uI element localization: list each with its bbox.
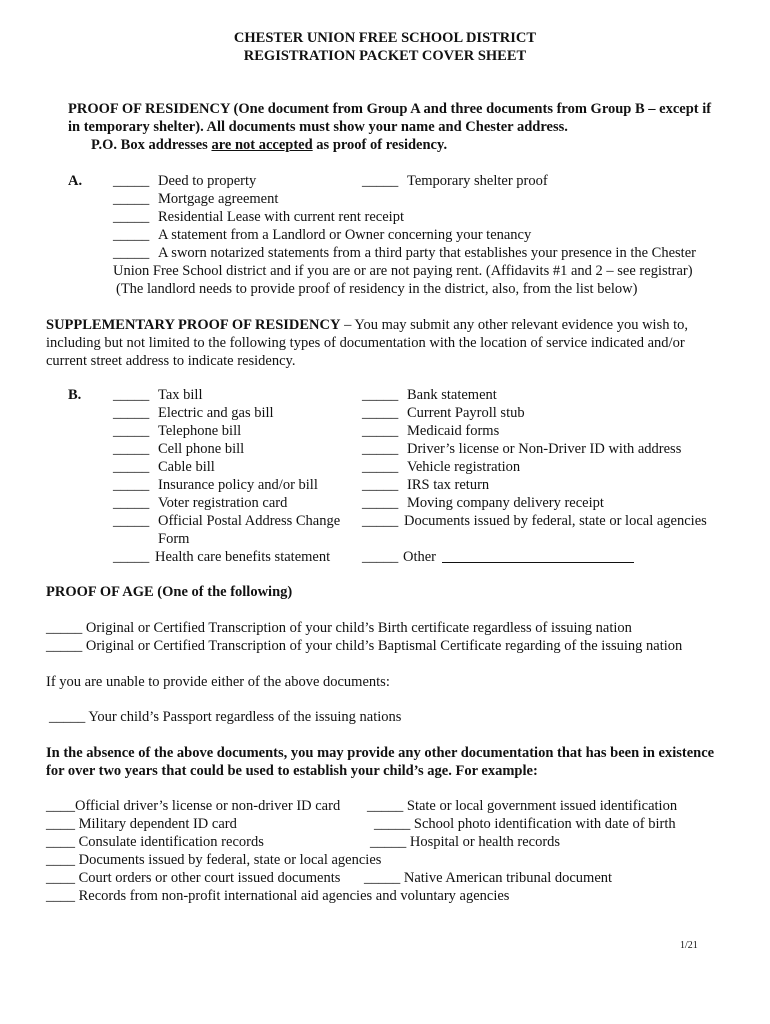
age-example-item: _____ School photo identification with date of birth xyxy=(374,816,676,832)
age-example-item: _____ State or local government issued identification xyxy=(367,798,678,814)
group-a-label: A. xyxy=(68,173,83,189)
blank-line: _____ xyxy=(362,173,399,189)
blank-line: _____ xyxy=(362,459,399,475)
supplementary-item: Current Payroll stub xyxy=(407,405,525,421)
age-example-item: ____ Consulate identification records xyxy=(46,834,264,850)
blank-line: _____ xyxy=(113,549,150,565)
supplementary-item: Bank statement xyxy=(407,387,497,403)
residency-item: A statement from a Landlord or Owner concerning your tenancy xyxy=(158,227,532,243)
supplementary-item: Cell phone bill xyxy=(158,441,245,457)
supplementary-item: Documents issued by federal, state or local agencies xyxy=(404,513,707,529)
blank-line: _____ xyxy=(113,495,150,511)
supplementary-item: IRS tax return xyxy=(407,477,490,493)
title-line-1: CHESTER UNION FREE SCHOOL DISTRICT xyxy=(233,30,537,46)
residency-item: A sworn notarized statements from a third party that establishes your presence in the Chester xyxy=(158,245,696,261)
age-example-item: ____Official driver’s license or non-driver ID card xyxy=(46,798,341,814)
supplementary-item-other: Other xyxy=(403,549,437,565)
age-absence-1: In the absence of the above documents, you may provide any other documentation that has been in existence xyxy=(46,745,715,761)
age-passport-item: _____ Your child’s Passport regardless of the issuing nations xyxy=(49,709,402,725)
blank-line: _____ xyxy=(362,549,399,565)
supplementary-item: Official Postal Address Change xyxy=(158,513,341,529)
age-item: _____ Original or Certified Transcription of your child’s Birth certificate regardless of issuing nation xyxy=(46,620,632,636)
group-b-label: B. xyxy=(68,387,82,403)
title-line-2: REGISTRATION PACKET COVER SHEET xyxy=(243,48,527,64)
blank-line: _____ xyxy=(362,387,399,403)
blank-line: _____ xyxy=(113,173,150,189)
supplementary-item: Cable bill xyxy=(158,459,215,475)
supplementary-intro-1: SUPPLEMENTARY PROOF OF RESIDENCY – You may submit any other relevant evidence you wish to, xyxy=(46,317,689,333)
blank-line: _____ xyxy=(113,459,150,475)
residency-item-continuation: Union Free School district and if you are or are not paying rent. (Affidavits #1 and 2 – see registrar) xyxy=(113,263,693,279)
blank-line: _____ xyxy=(113,513,150,529)
supplementary-item: Insurance policy and/or bill xyxy=(158,477,318,493)
landlord-note: (The landlord needs to provide proof of residency in the district, also, from the list below) xyxy=(116,281,638,297)
blank-line: _____ xyxy=(362,495,399,511)
supplementary-intro-3: current street address to indicate residency. xyxy=(46,353,296,369)
residency-item: Mortgage agreement xyxy=(158,191,279,207)
age-unable-note: If you are unable to provide either of the above documents: xyxy=(46,674,390,690)
blank-line: _____ xyxy=(113,387,150,403)
residency-heading-1: PROOF OF RESIDENCY (One document from Group A and three documents from Group B – except if xyxy=(68,101,712,117)
blank-line: _____ xyxy=(113,423,150,439)
other-fill-line xyxy=(442,562,634,563)
supplementary-item: Health care benefits statement xyxy=(155,549,331,565)
blank-line: _____ xyxy=(113,227,150,243)
supplementary-item: Telephone bill xyxy=(158,423,242,439)
blank-line: _____ xyxy=(362,441,399,457)
supplementary-item: Medicaid forms xyxy=(407,423,500,439)
blank-line: _____ xyxy=(113,477,150,493)
blank-line: _____ xyxy=(362,513,399,529)
age-absence-2: for over two years that could be used to establish your child’s age. For example: xyxy=(46,763,538,779)
blank-line: _____ xyxy=(362,477,399,493)
age-example-item: _____ Native American tribunal document xyxy=(364,870,613,886)
blank-line: _____ xyxy=(362,423,399,439)
age-example-item: ____ Court orders or other court issued documents xyxy=(46,870,341,886)
blank-line: _____ xyxy=(113,245,150,261)
supplementary-item: Driver’s license or Non-Driver ID with address xyxy=(407,441,682,457)
age-item: _____ Original or Certified Transcription of your child’s Baptismal Certificate regarding of the issuing nation xyxy=(46,638,683,654)
page-number: 1/21 xyxy=(680,940,698,951)
residency-item: Deed to property xyxy=(158,173,257,189)
blank-line: _____ xyxy=(362,405,399,421)
supplementary-item-continuation: Form xyxy=(158,531,190,547)
shelter-item: Temporary shelter proof xyxy=(407,173,548,189)
age-example-item: ____ Military dependent ID card xyxy=(46,816,237,832)
supplementary-item: Moving company delivery receipt xyxy=(407,495,604,511)
supplementary-item: Voter registration card xyxy=(158,495,288,511)
age-example-item: _____ Hospital or health records xyxy=(370,834,561,850)
supplementary-item: Vehicle registration xyxy=(407,459,521,475)
residency-heading-2: in temporary shelter). All documents must show your name and Chester address. xyxy=(68,119,568,135)
supplementary-item: Tax bill xyxy=(158,387,203,403)
blank-line: _____ xyxy=(113,209,150,225)
supplementary-item: Electric and gas bill xyxy=(158,405,274,421)
blank-line: _____ xyxy=(113,191,150,207)
residency-item: Residential Lease with current rent receipt xyxy=(158,209,404,225)
supplementary-intro-2: including but not limited to the following types of documentation with the location of service indicated and/or xyxy=(46,335,685,351)
blank-line: _____ xyxy=(113,405,150,421)
blank-line: _____ xyxy=(113,441,150,457)
age-heading: PROOF OF AGE (One of the following) xyxy=(46,584,293,600)
po-box-note: P.O. Box addresses are not accepted as proof of residency. xyxy=(91,137,448,153)
age-example-item: ____ Records from non-profit international aid agencies and voluntary agencies xyxy=(46,888,510,904)
age-example-item: ____ Documents issued by federal, state or local agencies xyxy=(46,852,382,868)
